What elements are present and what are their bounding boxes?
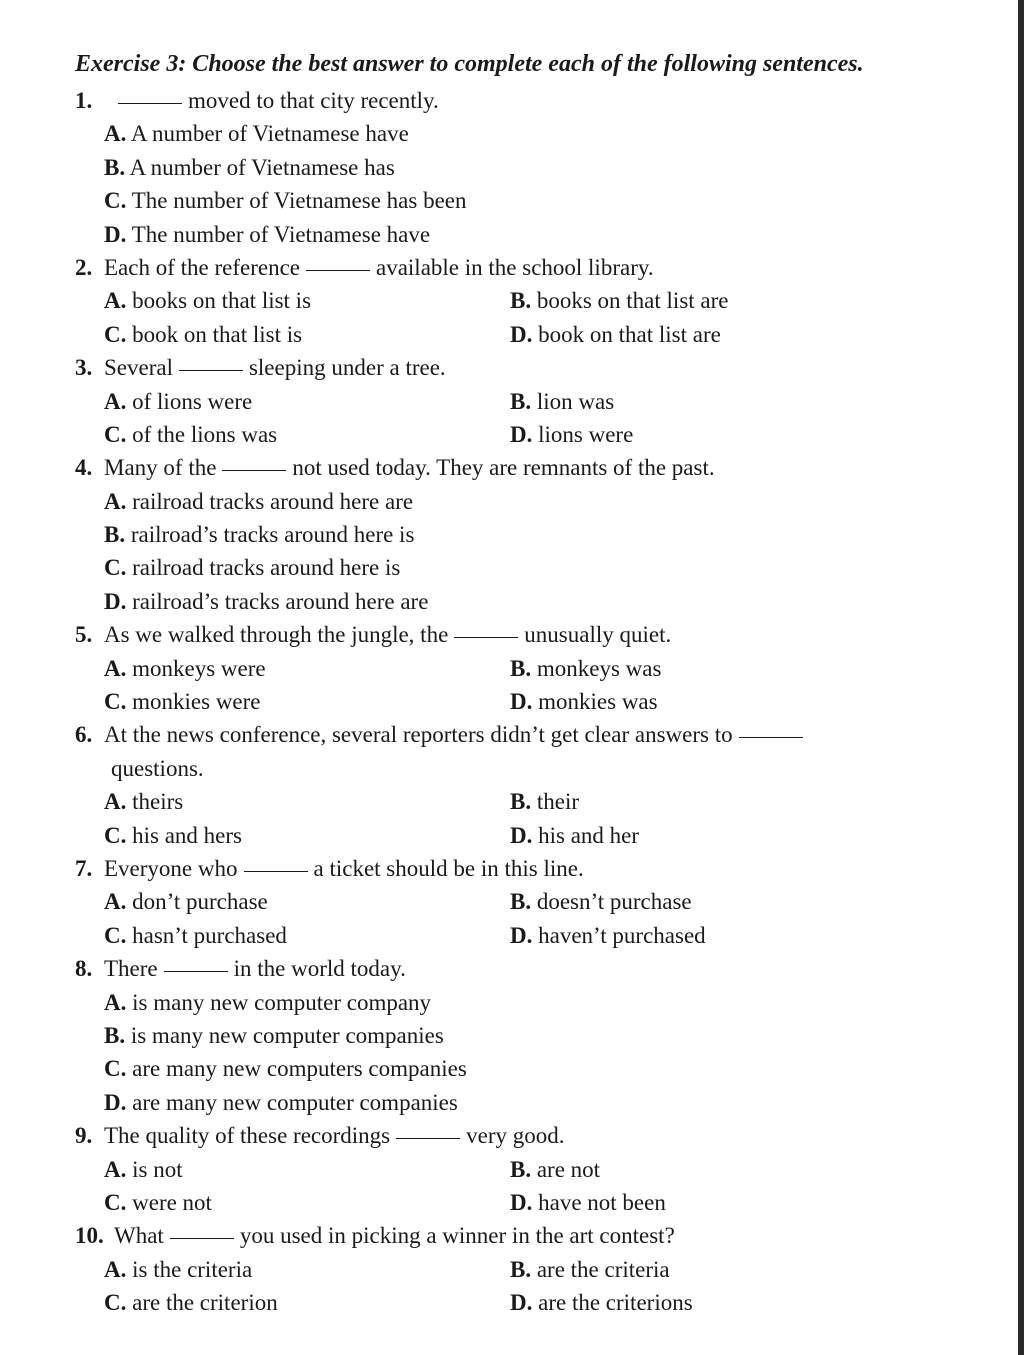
text-before-blank: What	[114, 1223, 164, 1249]
option-letter: C.	[104, 555, 127, 581]
question-number: 3.	[75, 355, 93, 381]
option-letter: D.	[510, 321, 533, 347]
option-letter: A.	[104, 655, 127, 681]
option-row	[0, 318, 1024, 351]
option-row	[0, 1153, 1024, 1186]
text-after-blank: you used in picking a winner in the art contest?	[239, 1223, 675, 1249]
question-stem	[0, 718, 1024, 751]
answer-option[interactable]	[104, 117, 409, 150]
question-text-continued: questions.	[111, 755, 204, 781]
text-before-blank: Many of the	[104, 455, 217, 481]
option-row	[0, 518, 1024, 551]
answer-option[interactable]	[104, 218, 430, 251]
question-stem	[0, 852, 1024, 885]
answer-option[interactable]	[104, 1186, 212, 1219]
text-after-blank: moved to that city recently.	[188, 88, 439, 113]
option-text: is many new computer company	[132, 989, 432, 1015]
option-letter: C.	[104, 1056, 127, 1082]
option-text: lions were	[538, 421, 634, 447]
option-letter: B.	[510, 288, 532, 314]
answer-option[interactable]	[104, 318, 302, 351]
option-row	[0, 284, 1024, 317]
answer-option[interactable]	[104, 785, 183, 818]
answer-blank	[396, 1137, 460, 1139]
option-letter: B.	[510, 1256, 532, 1282]
option-letter: C.	[104, 421, 127, 447]
option-text: lion was	[536, 388, 615, 414]
option-text: are the criteria	[536, 1256, 670, 1282]
option-letter: A.	[104, 989, 127, 1015]
answer-option[interactable]	[104, 284, 311, 317]
text-before-blank: As we walked through the jungle, the	[104, 622, 449, 648]
answer-option[interactable]	[104, 1052, 467, 1085]
option-text: book on that list is	[132, 321, 303, 347]
question-list	[0, 84, 1024, 1319]
question-stem	[0, 952, 1024, 985]
text-before-blank: At the news conference, several reporters didn’t get clear answers to	[104, 722, 733, 748]
text-before-blank: The quality of these recordings	[104, 1123, 391, 1149]
option-row	[0, 184, 1024, 217]
answer-option[interactable]	[104, 1153, 183, 1186]
answer-blank	[739, 736, 803, 738]
option-letter: D.	[104, 1089, 127, 1115]
option-text: are many new computer companies	[132, 1089, 458, 1115]
option-letter: D.	[510, 1290, 533, 1316]
option-row	[0, 1052, 1024, 1085]
answer-option[interactable]	[104, 1019, 444, 1052]
option-row	[0, 1086, 1024, 1119]
question-text	[104, 84, 439, 117]
question-number: 6.	[75, 722, 93, 748]
option-letter: C.	[104, 321, 127, 347]
answer-option[interactable]	[104, 819, 242, 852]
answer-option[interactable]	[510, 885, 692, 918]
question-number: 4.	[75, 455, 93, 481]
answer-option[interactable]	[510, 418, 633, 451]
option-letter: B.	[104, 154, 126, 180]
text-after-blank: in the world today.	[233, 956, 406, 982]
option-text: monkies were	[132, 689, 261, 715]
answer-option[interactable]	[510, 652, 661, 685]
answer-option[interactable]	[510, 685, 658, 718]
option-letter: D.	[104, 221, 127, 247]
option-letter: A.	[104, 889, 127, 915]
question-text	[104, 718, 809, 751]
answer-option[interactable]	[510, 785, 579, 818]
option-row	[0, 485, 1024, 518]
answer-blank	[164, 970, 228, 972]
option-text: his and hers	[132, 822, 242, 848]
option-text: railroad tracks around here is	[132, 555, 401, 581]
option-text: don’t purchase	[132, 889, 268, 915]
option-letter: A.	[104, 388, 127, 414]
text-after-blank: not used today. They are remnants of the past.	[292, 455, 715, 481]
answer-blank	[170, 1237, 234, 1239]
answer-option[interactable]	[510, 1253, 670, 1286]
answer-option[interactable]	[510, 819, 639, 852]
question-stem	[0, 84, 1024, 117]
option-letter: C.	[104, 922, 127, 948]
option-text: their	[536, 789, 579, 815]
answer-option[interactable]	[104, 551, 400, 584]
option-letter: A.	[104, 488, 127, 514]
answer-blank	[179, 369, 243, 371]
question-text	[104, 618, 671, 651]
option-row	[0, 986, 1024, 1019]
option-text: books on that list are	[536, 288, 729, 314]
option-letter: A.	[104, 121, 127, 147]
question-stem-continued	[0, 752, 1024, 785]
option-text: are the criterions	[538, 1290, 693, 1316]
option-text: are not	[536, 1156, 601, 1182]
question-text	[114, 1219, 675, 1252]
question-text	[104, 251, 654, 284]
option-letter: C.	[104, 188, 127, 214]
answer-option[interactable]	[104, 652, 266, 685]
answer-option[interactable]	[104, 385, 252, 418]
answer-option[interactable]	[104, 685, 261, 718]
option-letter: C.	[104, 1290, 127, 1316]
option-letter: C.	[104, 1189, 127, 1215]
option-row	[0, 385, 1024, 418]
option-text: his and her	[538, 822, 640, 848]
option-letter: B.	[510, 388, 532, 414]
option-row	[0, 585, 1024, 618]
option-row	[0, 1186, 1024, 1219]
answer-option[interactable]	[104, 518, 414, 551]
option-text: The number of Vietnamese has been	[131, 188, 467, 214]
option-letter: B.	[510, 655, 532, 681]
answer-option[interactable]	[104, 418, 277, 451]
option-letter: A.	[104, 789, 127, 815]
answer-option[interactable]	[510, 284, 728, 317]
answer-option[interactable]	[510, 1186, 666, 1219]
question-stem	[0, 1219, 1024, 1252]
option-text: is the criteria	[132, 1256, 253, 1282]
answer-option[interactable]	[510, 385, 614, 418]
answer-blank	[454, 636, 518, 638]
option-text: is not	[132, 1156, 183, 1182]
option-row	[0, 1019, 1024, 1052]
text-after-blank: available in the school library.	[376, 254, 654, 280]
answer-option[interactable]	[104, 485, 413, 518]
option-text: railroad’s tracks around here is	[130, 522, 415, 548]
option-text: book on that list are	[538, 321, 721, 347]
option-text: monkies was	[538, 689, 658, 715]
text-before-blank: Several	[104, 355, 173, 381]
question-stem	[0, 451, 1024, 484]
answer-blank	[118, 102, 182, 104]
option-text: are many new computers companies	[132, 1056, 467, 1082]
answer-blank	[244, 870, 308, 872]
option-row	[0, 418, 1024, 451]
option-row	[0, 1253, 1024, 1286]
answer-option[interactable]	[104, 1286, 278, 1319]
question-number: 10.	[75, 1223, 104, 1249]
exercise-title: Exercise 3: Choose the best answer to complete each of the following sentences.	[75, 51, 864, 77]
option-row	[0, 885, 1024, 918]
option-text: of lions were	[132, 388, 253, 414]
option-text: books on that list is	[132, 288, 312, 314]
option-letter: C.	[104, 822, 127, 848]
option-row	[0, 551, 1024, 584]
option-text: have not been	[538, 1189, 666, 1215]
option-row	[0, 685, 1024, 718]
option-letter: D.	[510, 922, 533, 948]
answer-option[interactable]	[104, 1086, 458, 1119]
answer-option[interactable]	[104, 919, 287, 952]
option-row	[0, 919, 1024, 952]
text-before-blank: Each of the reference	[104, 254, 300, 280]
answer-blank	[306, 269, 370, 271]
option-letter: B.	[510, 889, 532, 915]
option-text: railroad tracks around here are	[132, 488, 414, 514]
option-text: monkeys was	[536, 655, 662, 681]
question-stem	[0, 351, 1024, 384]
option-letter: D.	[510, 689, 533, 715]
answer-option[interactable]	[104, 1253, 252, 1286]
option-text: The number of Vietnamese have	[131, 221, 431, 247]
option-text: theirs	[132, 789, 184, 815]
option-text: hasn’t purchased	[132, 922, 287, 948]
text-before-blank: There	[104, 956, 158, 982]
option-letter: A.	[104, 288, 127, 314]
option-text: of the lions was	[132, 421, 278, 447]
text-after-blank: unusually quiet.	[524, 622, 672, 648]
option-row	[0, 218, 1024, 251]
question-number: 2.	[75, 254, 93, 280]
option-text: were not	[132, 1189, 212, 1215]
option-letter: B.	[104, 522, 126, 548]
question-stem	[0, 251, 1024, 284]
question-text	[104, 852, 584, 885]
answer-option[interactable]	[104, 184, 467, 217]
question-text	[104, 952, 406, 985]
answer-option[interactable]	[104, 151, 395, 184]
answer-option[interactable]	[510, 318, 721, 351]
option-letter: A.	[104, 1156, 127, 1182]
option-row	[0, 117, 1024, 150]
question-number: 9.	[75, 1123, 93, 1149]
question-stem	[0, 1119, 1024, 1152]
option-letter: C.	[104, 689, 127, 715]
question-text	[104, 1119, 565, 1152]
option-letter: A.	[104, 1256, 127, 1282]
question-number: 1.	[75, 88, 93, 113]
option-letter: D.	[510, 822, 533, 848]
option-letter: B.	[510, 1156, 532, 1182]
option-text: haven’t purchased	[538, 922, 706, 948]
question-number: 8.	[75, 956, 93, 982]
option-text: is many new computer companies	[130, 1022, 444, 1048]
answer-option[interactable]	[510, 1286, 693, 1319]
question-text	[104, 351, 446, 384]
question-stem	[0, 618, 1024, 651]
text-before-blank: Everyone who	[104, 855, 238, 881]
option-letter: D.	[510, 1189, 533, 1215]
option-text: A number of Vietnamese have	[130, 121, 409, 147]
option-row	[0, 819, 1024, 852]
question-number: 5.	[75, 622, 93, 648]
answer-blank	[222, 469, 286, 471]
option-text: doesn’t purchase	[536, 889, 692, 915]
option-text: monkeys were	[132, 655, 266, 681]
answer-option[interactable]	[510, 919, 706, 952]
answer-option[interactable]	[104, 585, 428, 618]
option-letter: D.	[510, 421, 533, 447]
option-row	[0, 1286, 1024, 1319]
option-letter: B.	[510, 789, 532, 815]
text-after-blank: very good.	[466, 1123, 565, 1149]
answer-option[interactable]	[510, 1153, 600, 1186]
answer-option[interactable]	[104, 885, 268, 918]
option-row	[0, 652, 1024, 685]
question-number: 7.	[75, 855, 93, 881]
option-letter: D.	[104, 588, 127, 614]
answer-option[interactable]	[104, 986, 431, 1019]
text-after-blank: sleeping under a tree.	[248, 355, 446, 381]
option-row	[0, 151, 1024, 184]
option-text: are the criterion	[132, 1290, 278, 1316]
option-letter: B.	[104, 1022, 126, 1048]
option-text: A number of Vietnamese has	[129, 154, 395, 180]
question-text	[104, 451, 715, 484]
text-after-blank: a ticket should be in this line.	[313, 855, 584, 881]
option-row	[0, 785, 1024, 818]
option-text: railroad’s tracks around here are	[132, 588, 429, 614]
